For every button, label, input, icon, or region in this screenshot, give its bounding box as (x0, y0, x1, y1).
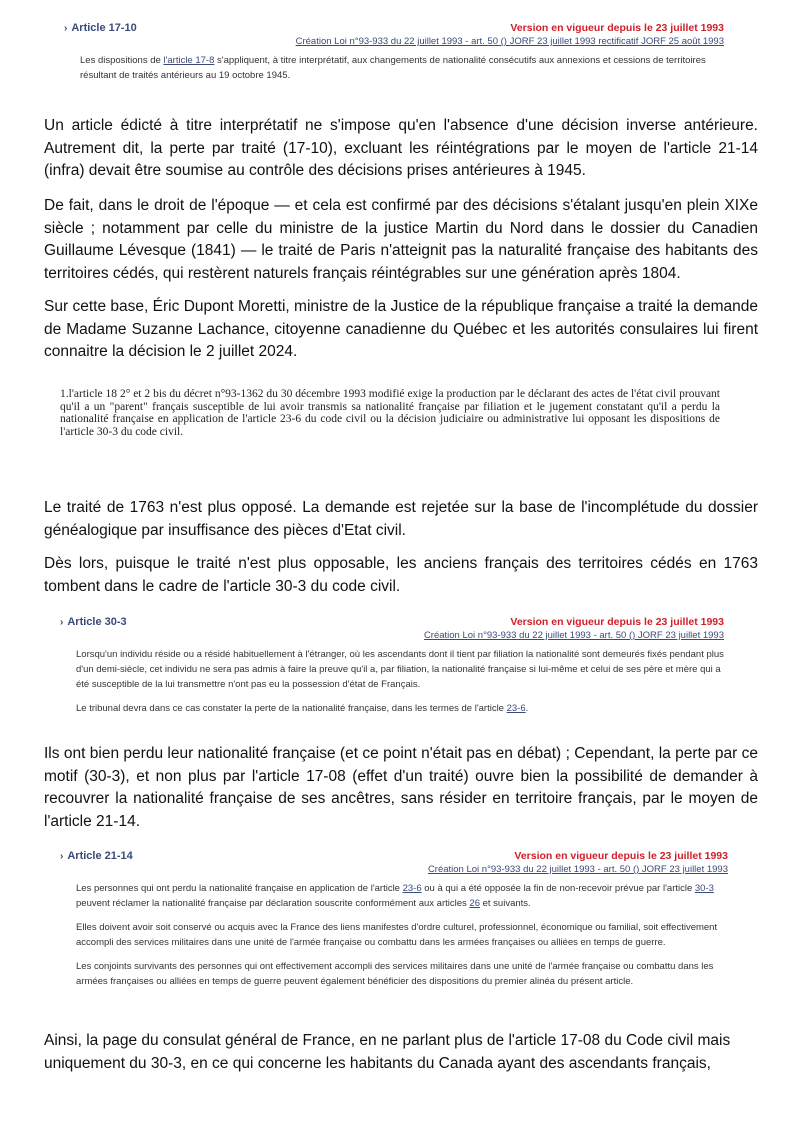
chevron-right-icon: › (60, 851, 64, 862)
article-23-6-link[interactable]: 23-6 (402, 883, 422, 894)
decree-scan-excerpt: 1.l'article 18 2° et 2 bis du décret n°93-1362 du 30 décembre 1993 modifié exige la production par le déclarant des actes de l'état civil prouvant qu'il a un "parent" français susceptible de lui avoir transmis sa nationalité française par filiation et le jugement constatant qu'il a perdu la nationalité française en application de l'article 23-6 du code civil ou la décision judiciaire ou administrative lui opposant les dispositions de l'article 30-3 du code civil. (60, 388, 720, 438)
creation-link[interactable]: Création Loi n°93-933 du 22 juillet 1993 - art. 50 () JORF 23 juillet 1993 rectificatif JORF 25 août 1993 (295, 36, 724, 47)
paragraph-article-30-3: Dès lors, puisque le traité n'est plus opposable, les anciens français des territoires cédés en 1763 tombent dans le cadre de l'article 30-3 du code civil. (44, 555, 758, 595)
article-21-14-box (60, 850, 728, 998)
article-title[interactable]: › Article 30-3 (60, 616, 127, 628)
article-17-10-box (64, 22, 724, 83)
paragraph-perte-nationalite: Ils ont bien perdu leur nationalité française (et ce point n'était pas en débat) ; Cependant, la perte par ce motif (30-3), et non plus par l'article 17-08 (effet d'un traité) ouvre bien la possibilité de demander à recouvrer la nationalité française de ses ancêtres, sans résider en territoire français, par le moyen de l'article 21-14. (44, 745, 758, 830)
article-paragraph: Les conjoints survivants des personnes qui ont effectivement accompli des services militaires dans une unité de l'armée française ou combattu dans les armées françaises ou alliées en temps de guerre peuvent également bénéficier des dispositions du premier alinéa du présent article. (76, 961, 714, 987)
article-30-3-link[interactable]: 30-3 (694, 883, 714, 894)
article-text (60, 881, 728, 989)
article-paragraph: Les personnes qui ont perdu la nationalité française en application de l'article 23-6 ou à qui a été opposée la fin de non-recevoir prévue par l'article 30-3 peuvent réclamer la nationalité française par déclaration souscrite conformément aux articles 26 et suivants. (76, 883, 714, 909)
paragraph-consulat: Ainsi, la page du consulat général de France, en ne parlant plus de l'article 17-08 du Code civil mais uniquement du 30-3, en ce qui concerne les habitants du Canada ayant des ascendants français, (44, 1032, 731, 1072)
paragraph-droit-epoque: De fait, dans le droit de l'époque — et cela est confirmé par des décisions s'étalant jusqu'en plein XIXe siècle ; notamment par celle du ministre de la justice Martin du Nord dans le dossier du Canadien Guillaume Lévesque (1841) — le traité de Paris n'atteignit pas la naturalité française des habitants des territoires cédés, qui restèrent naturels français réintégrables sur une génération après 1804. (44, 197, 758, 282)
article-23-6-link[interactable]: 23-6 (506, 703, 526, 714)
creation-link[interactable]: Création Loi n°93-933 du 22 juillet 1993 - art. 50 () JORF 23 juillet 1993 (423, 630, 724, 641)
paragraph-traite-1763: Le traité de 1763 n'est plus opposé. La demande est rejetée sur la base de l'incomplétude du dossier généalogique par insuffisance des pièces d'Etat civil. (44, 499, 758, 539)
article-title[interactable]: › Article 17-10 (64, 22, 137, 34)
article-paragraph: Elles doivent avoir soit conservé ou acquis avec la France des liens manifestes d'ordre culturel, professionnel, économique ou familial, soit effectivement accompli des services militaires dans une unité de l'armée française ou combattu dans les armées françaises ou alliées en temps de guerre. (76, 922, 718, 948)
article-26-link[interactable]: 26 (469, 898, 480, 909)
chevron-right-icon: › (64, 23, 68, 34)
article-30-3-box (60, 616, 724, 725)
paragraph-dupont-moretti: Sur cette base, Éric Dupont Moretti, ministre de la Justice de la république française a traité la demande de Madame Suzanne Lachance, citoyenne canadienne du Québec et les autorités consulaires lui firent connaitre la décision le 2 juillet 2024. (44, 298, 758, 360)
article-paragraph: Le tribunal devra dans ce cas constater la perte de la nationalité française, dans les termes de l'article 23-6. (76, 703, 529, 714)
article-title[interactable]: › Article 21-14 (60, 850, 133, 862)
version-label: Version en vigueur depuis le 23 juillet 1993 (510, 22, 724, 34)
article-paragraph: Lorsqu'un individu réside ou a résidé habituellement à l'étranger, où les ascendants dont il tient par filiation la nationalité sont demeurés fixés pendant plus d'un demi-siècle, cet individu ne sera pas admis à faire la preuve qu'il a, par filiation, la nationalité française si lui-même et celui de ses père et mère qui a été susceptible de la lui transmettre n'ont pas eu la possession d'état de Français. (76, 649, 724, 690)
article-text: Les dispositions de l'article 17-8 s'appliquent, à titre interprétatif, aux changements de nationalité consécutifs aux annexions et cessions de territoires résultant de traités antérieurs au 19 octobre 1945. (80, 55, 706, 81)
article-text (60, 647, 724, 716)
chevron-right-icon: › (60, 617, 64, 628)
paragraph-interpretatif: Un article édicté à titre interprétatif ne s'impose qu'en l'absence d'une décision inverse antérieure. Autrement dit, la perte par traité (17-10), excluant les réintégrations par le moyen de l'article 21-14 (infra) devait être soumise au contrôle des décisions prises antérieures à 1945. (44, 117, 758, 179)
creation-link[interactable]: Création Loi n°93-933 du 22 juillet 1993 - art. 50 () JORF 23 juillet 1993 (427, 864, 728, 875)
article-17-8-link[interactable]: l'article 17-8 (163, 55, 215, 66)
version-label: Version en vigueur depuis le 23 juillet 1993 (514, 850, 728, 862)
version-label: Version en vigueur depuis le 23 juillet 1993 (510, 616, 724, 628)
